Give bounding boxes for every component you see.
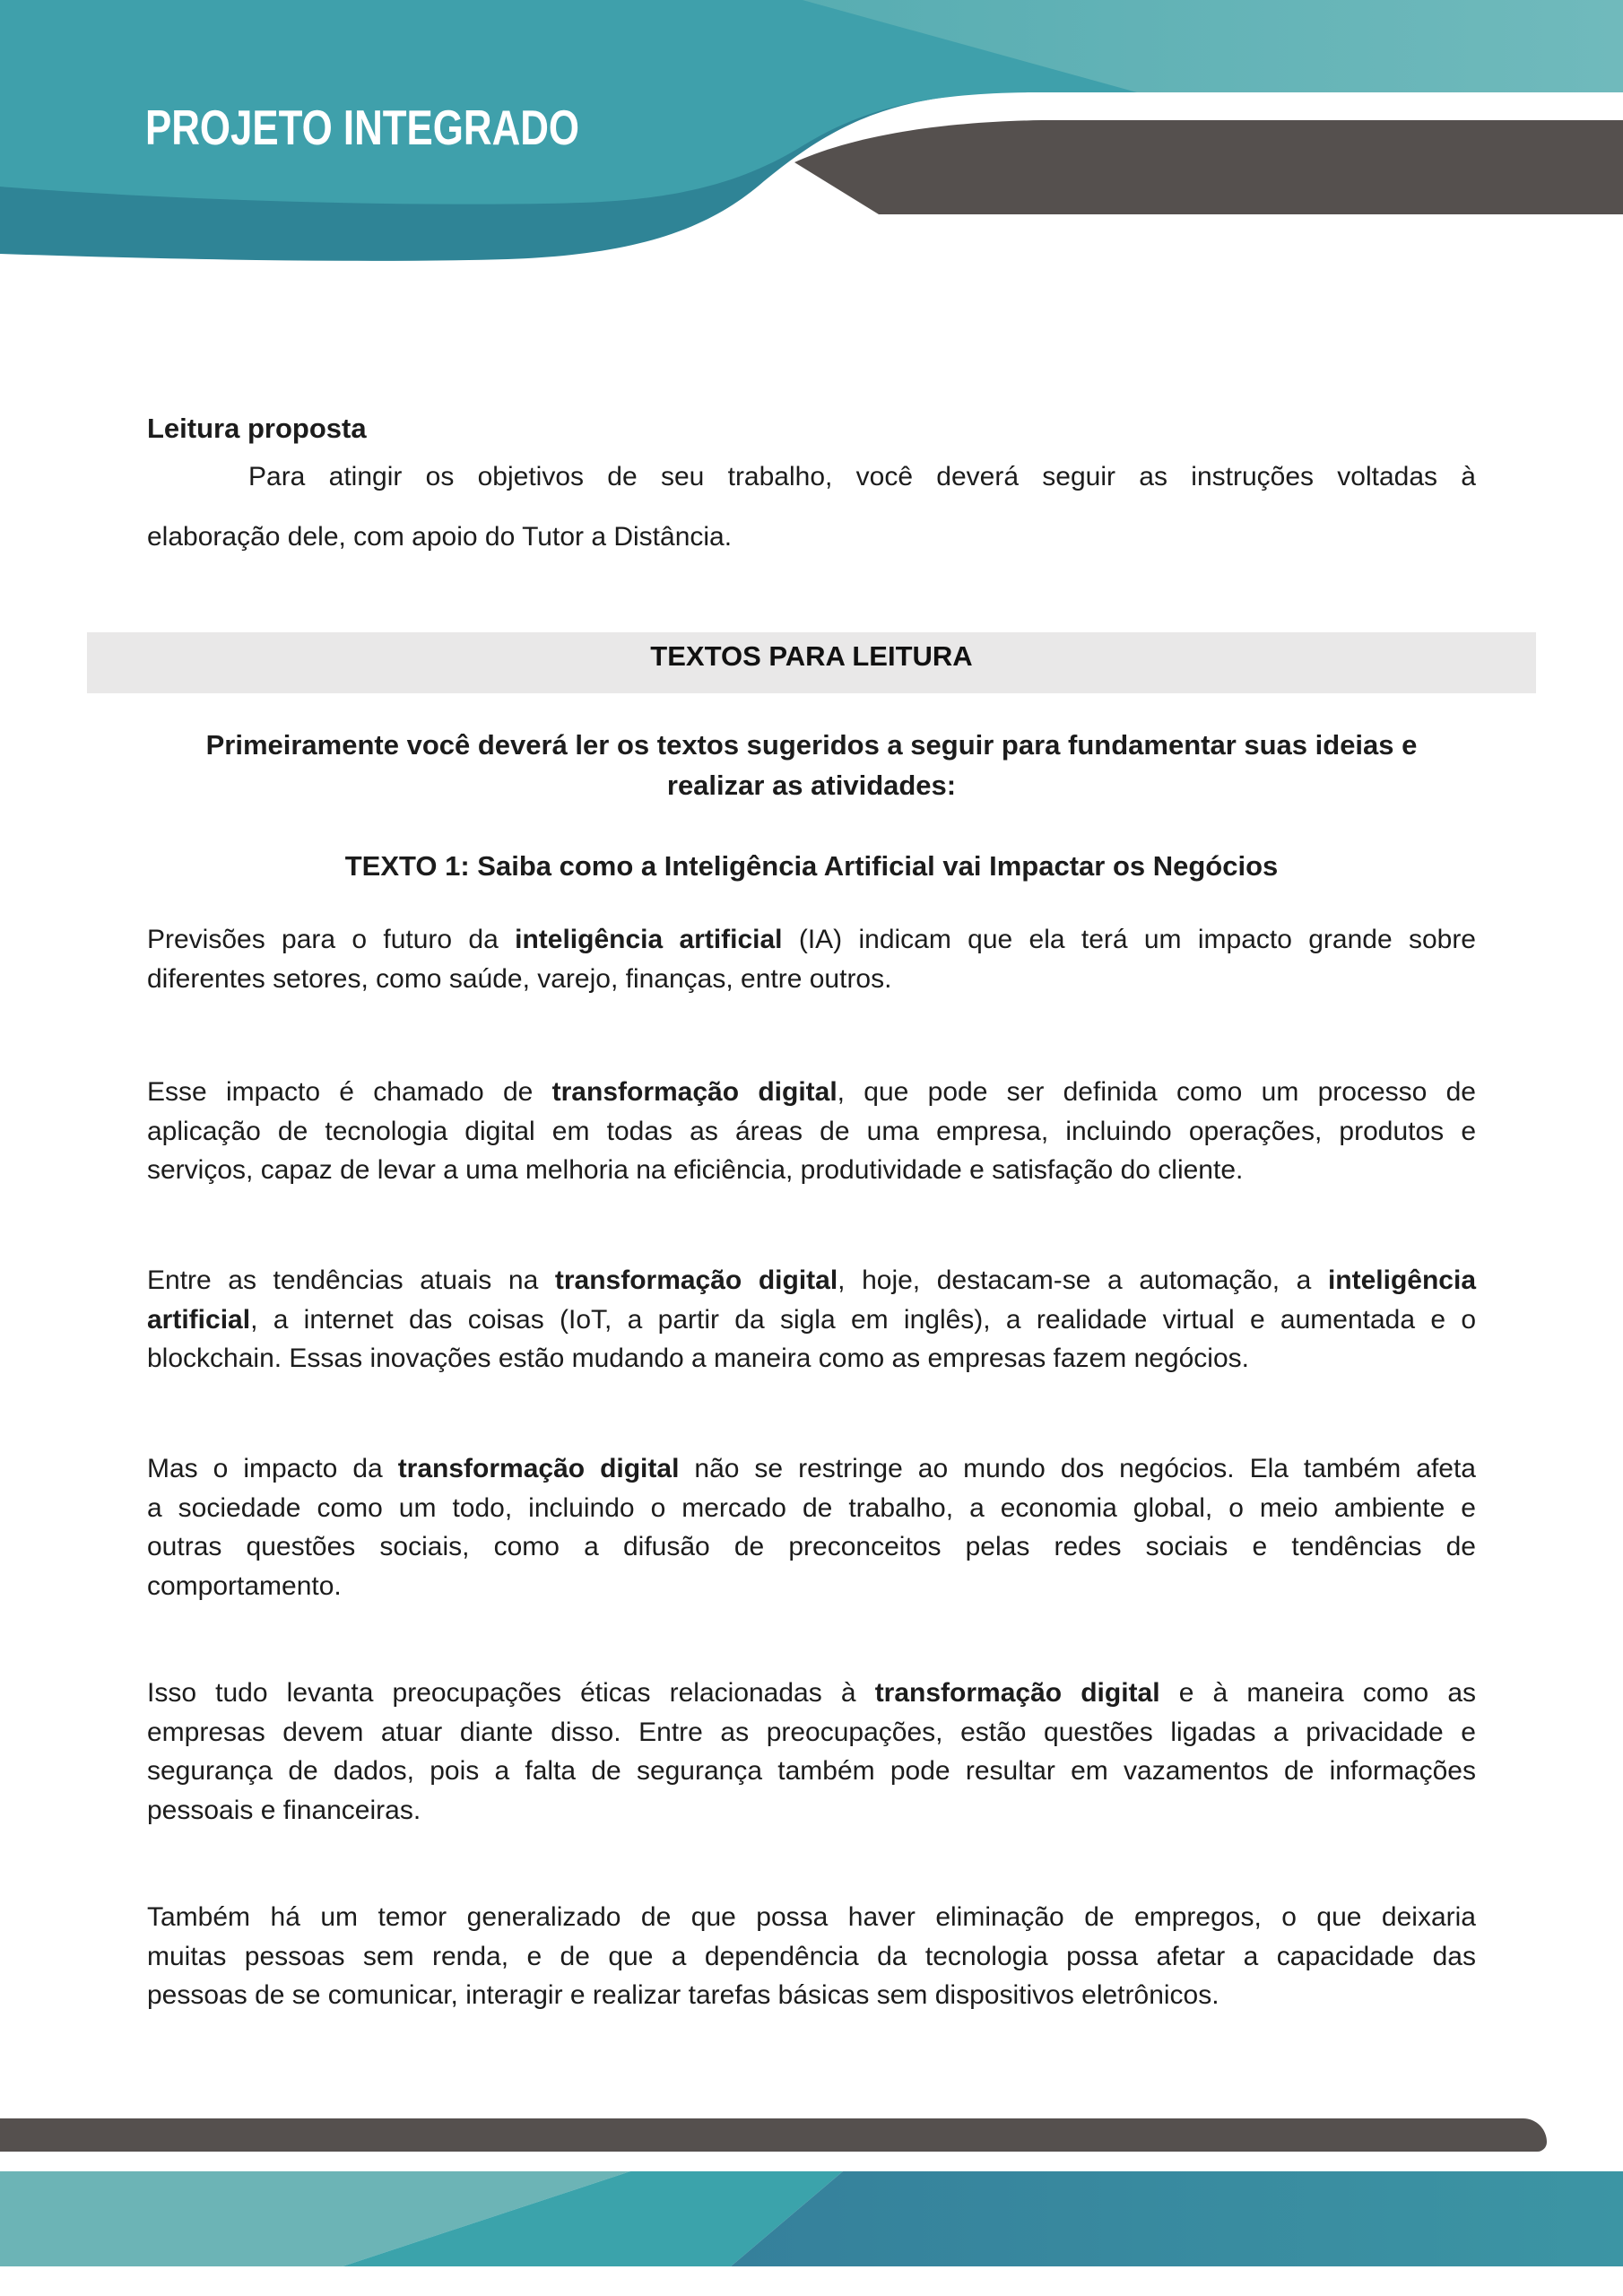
text-line: Também há um temor generalizado de que possa haver eliminação de empregos, o que deixaria (147, 1902, 1476, 1932)
text-line: aplicação de tecnologia digital em todas as áreas de uma empresa, incluindo operações, produtos e (147, 1116, 1476, 1146)
text-line: empresas devem atuar diante disso. Entre as preocupações, estão questões ligadas a privacidade e (147, 1717, 1476, 1747)
text-line: pessoais e financeiras. (147, 1795, 421, 1825)
text-line: Esse impacto é chamado de transformação digital, que pode ser definida como um processo de (147, 1077, 1476, 1107)
text-line: Para atingir os objetivos de seu trabalho, você deverá seguir as instruções voltadas à (248, 462, 1476, 491)
banner-label: TEXTOS PARA LEITURA (650, 640, 973, 672)
text-line: diferentes setores, como saúde, varejo, finanças, entre outros. (147, 963, 892, 994)
text-line: elaboração dele, com apoio do Tutor a Distância. (147, 522, 733, 552)
text-line: Entre as tendências atuais na transformação digital, hoje, destacam-se a automação, a inteligência (147, 1265, 1476, 1295)
paragraph-mas-o-impacto (147, 1449, 1476, 1605)
page-title: PROJETO INTEGRADO (145, 100, 579, 155)
instruction-text (147, 725, 1476, 805)
text-line: segurança de dados, pois a falta de segurança também pode resultar em vazamentos de informações (147, 1756, 1476, 1786)
text-line: artificial, a internet das coisas (IoT, a partir da sigla em inglês), a realidade virtual e aumentada e o (147, 1304, 1476, 1335)
text-line: serviços, capaz de levar a uma melhoria na eficiência, produtividade e satisfação do cliente. (147, 1155, 1244, 1185)
paragraph-isso-tudo (147, 1674, 1476, 1830)
section-heading-leitura-proposta: Leitura proposta (147, 413, 367, 444)
paragraph-tambem-ha (147, 1898, 1476, 2015)
footer-gray-bar (0, 2118, 1547, 2152)
text-line: blockchain. Essas inovações estão mudando a maneira como as empresas fazem negócios. (147, 1344, 1249, 1373)
header-banner (0, 0, 1623, 269)
paragraph-entre-tendencias (147, 1261, 1476, 1378)
texto1-heading: TEXTO 1: Saiba como a Inteligência Artificial vai Impactar os Negócios (344, 850, 1279, 882)
text-line: muitas pessoas sem renda, e de que a dependência da tecnologia possa afetar a capacidade das (147, 1941, 1476, 1971)
paragraph-esse-impacto (147, 1073, 1476, 1190)
instruction-line: realizar as atividades: (666, 770, 957, 801)
instruction-line: Primeiramente você deverá ler os textos sugeridos a seguir para fundamentar suas ideias e (205, 729, 1418, 761)
paragraph-previsoes (147, 920, 1476, 998)
header-gray-swoosh (794, 120, 1623, 214)
footer-teal-band (0, 2171, 1623, 2266)
text-line: Previsões para o futuro da inteligência artificial (IA) indicam que ela terá um impacto grande sobre (147, 925, 1476, 954)
text-line: outras questões sociais, como a difusão de preconceitos pelas redes sociais e tendências de (147, 1532, 1476, 1561)
text-line: pessoas de se comunicar, interagir e realizar tarefas básicas sem dispositivos eletrônicos. (147, 1980, 1219, 2010)
footer-band-dark-segment (731, 2171, 1623, 2266)
textos-para-leitura-banner (87, 632, 1536, 693)
text-line: Mas o impacto da transformação digital não se restringe ao mundo dos negócios. Ela também afeta (147, 1454, 1476, 1483)
text-line: Isso tudo levanta preocupações éticas relacionadas à transformação digital e à maneira como as (147, 1678, 1477, 1708)
text-line: comportamento. (147, 1570, 342, 1601)
text-line: a sociedade como um todo, incluindo o mercado de trabalho, a economia global, o meio ambiente e (147, 1492, 1476, 1523)
intro-paragraph (147, 447, 1476, 567)
